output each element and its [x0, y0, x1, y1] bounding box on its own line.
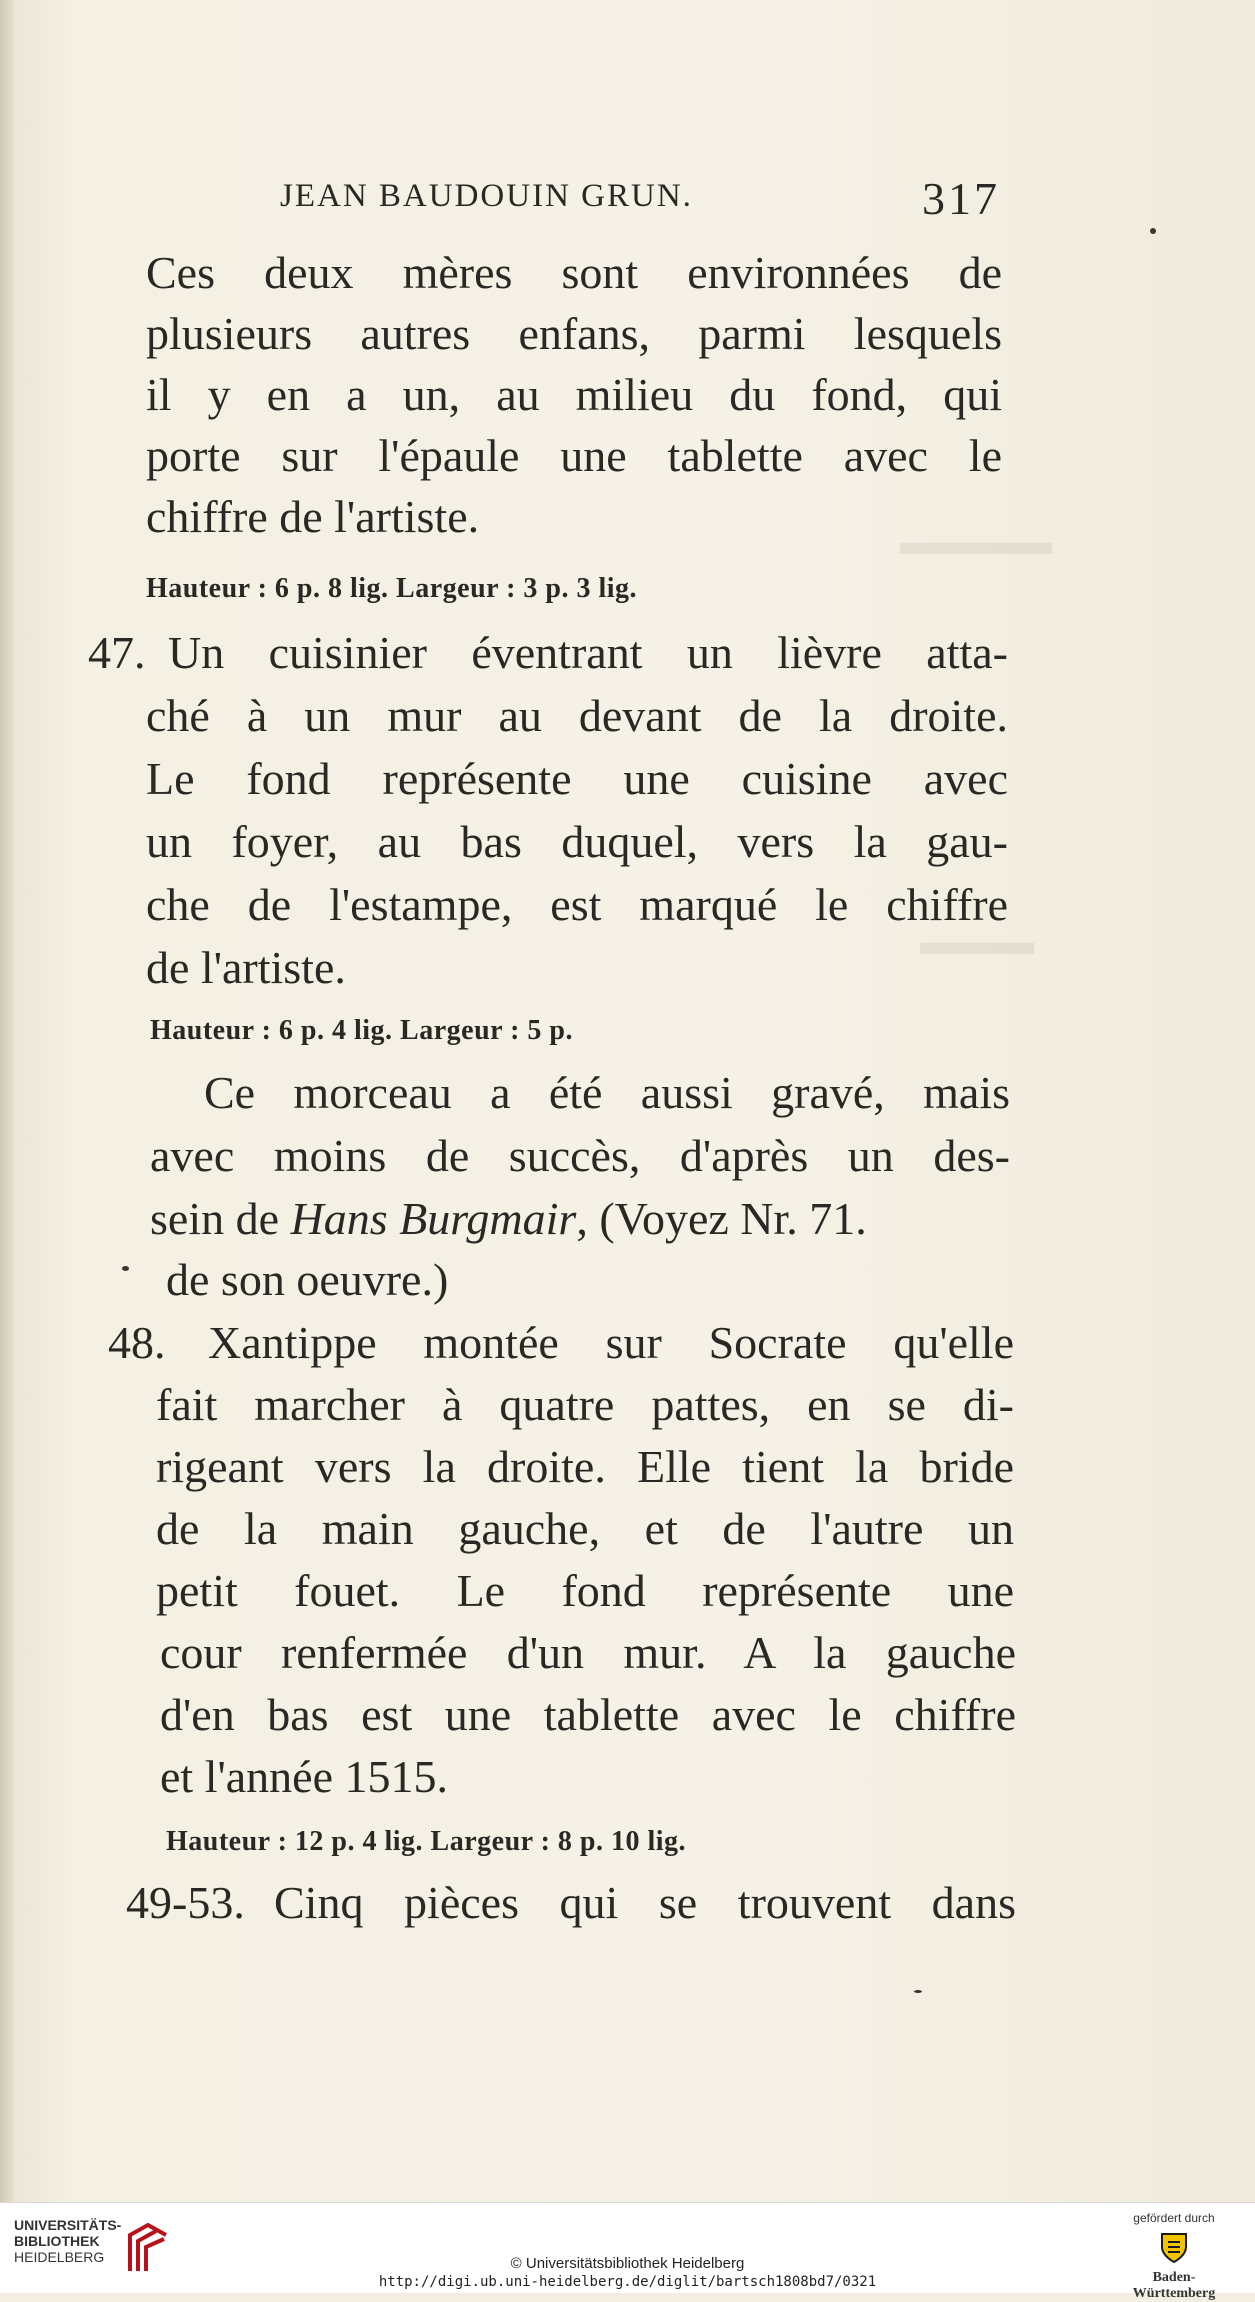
- text-line: fait marcher à quatre pattes, en se di-: [156, 1379, 1014, 1430]
- dimensions-line: Hauteur : 12 p. 4 lig. Largeur : 8 p. 10 lig.: [166, 1826, 687, 1857]
- page-number: 317: [922, 173, 1000, 224]
- text-line: de la main gauche, et de l'autre un: [156, 1503, 1014, 1554]
- copyright-text: © Universitätsbibliothek Heidelberg: [510, 2255, 745, 2272]
- text-line: ché à un mur au devant de la droite.: [146, 690, 1008, 741]
- text-line: Ce morceau a été aussi gravé, mais: [204, 1067, 1010, 1118]
- dimensions-line: Hauteur : 6 p. 8 lig. Largeur : 3 p. 3 lig.: [146, 573, 638, 604]
- text-fragment: sein de: [150, 1193, 291, 1244]
- text-line: d'en bas est une tablette avec le chiffre: [160, 1689, 1016, 1740]
- library-footer: [0, 2202, 1255, 2301]
- funder-name: Baden-Württemberg: [1132, 2270, 1216, 2301]
- entry-number: 49-53.: [126, 1877, 245, 1928]
- page-header: [280, 173, 1000, 228]
- paper-speck: [914, 1990, 922, 1993]
- text-line: Ces deux mères sont environnées de: [146, 247, 1002, 298]
- text-line: rigeant vers la droite. Elle tient la bride: [156, 1441, 1014, 1492]
- artist-name: Hans Burgmair: [290, 1193, 577, 1244]
- paper-speck: [1150, 228, 1156, 234]
- text-fragment: , (Voyez Nr. 71.: [576, 1193, 867, 1244]
- entry-number: 48.: [108, 1317, 166, 1368]
- text-line: plusieurs autres enfans, parmi lesquels: [146, 308, 1002, 359]
- text-line: chiffre de l'artiste.: [146, 491, 480, 542]
- text-line: Un cuisinier éventrant un lièvre atta-: [168, 627, 1008, 678]
- state-coat-of-arms-icon: [1159, 2231, 1189, 2265]
- text-line: cour renfermée d'un mur. A la gauche: [160, 1627, 1016, 1678]
- text-line: petit fouet. Le fond représente une: [156, 1565, 1014, 1616]
- funded-by-label: gefördert durch: [1133, 2211, 1215, 2225]
- footer-credits: [0, 2255, 1255, 2291]
- entry-number: 47.: [88, 627, 146, 678]
- text-line: un foyer, au bas duquel, vers la gau-: [146, 816, 1008, 867]
- dimensions-line: Hauteur : 6 p. 4 lig. Largeur : 5 p.: [150, 1015, 573, 1046]
- text-line: et l'année 1515.: [160, 1751, 449, 1802]
- text-line: de son oeuvre.): [166, 1254, 449, 1305]
- library-name-line: HEIDELBERG: [14, 2249, 105, 2265]
- text-line: Cinq pièces qui se trouvent dans: [274, 1877, 1016, 1928]
- show-through-shadow: ▬▬▬▬: [900, 521, 1052, 563]
- text-line: il y en a un, au milieu du fond, qui: [146, 369, 1002, 420]
- running-title: JEAN BAUDOUIN GRUN.: [280, 178, 693, 214]
- text-line: de l'artiste.: [146, 942, 346, 993]
- library-name-line: BIBLIOTHEK: [14, 2233, 100, 2249]
- text-line: Xantippe montée sur Socrate qu'elle: [208, 1317, 1014, 1368]
- permalink[interactable]: http://digi.ub.uni-heidelberg.de/diglit/bartsch1808bd7/0321: [378, 2274, 877, 2290]
- funding-notice[interactable]: [1119, 2211, 1229, 2302]
- text-line: Le fond représente une cuisine avec: [146, 753, 1008, 804]
- text-line: [150, 1193, 1010, 1244]
- library-name-line: UNIVERSITÄTS-: [14, 2217, 122, 2233]
- text-line: porte sur l'épaule une tablette avec le: [146, 430, 1002, 481]
- page-edge: [0, 0, 14, 2202]
- show-through-shadow: ▬▬▬: [920, 921, 1034, 963]
- paper-speck: [122, 1266, 129, 1271]
- text-line: che de l'estampe, est marqué le chiffre: [146, 879, 1008, 930]
- text-line: avec moins de succès, d'après un des-: [150, 1130, 1010, 1181]
